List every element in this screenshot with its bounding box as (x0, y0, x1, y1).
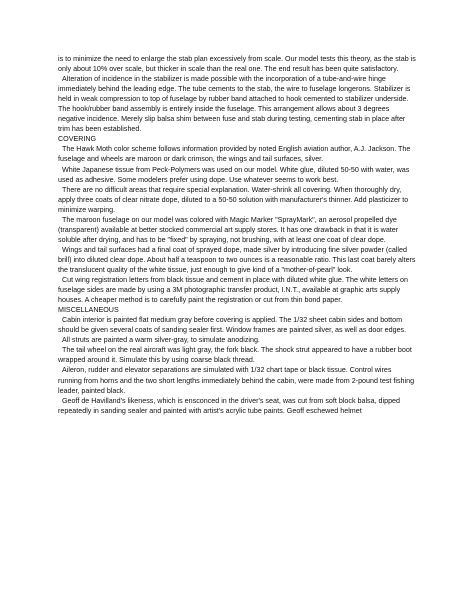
paragraph-cabin-interior: Cabin interior is painted flat medium gray before covering is applied. The 1/32 sheet cabin sides and bottom should be given several coats of sanding sealer first. Window frames are painted silver, as well as door edges. (58, 316, 407, 335)
section-heading-miscellaneous: MISCELLANEOUS (58, 306, 119, 315)
paragraph-shrink-dope: There are no difficult areas that require special explanation. Water-shrink all covering. When thoroughly dry, apply three coats of clear nitrate dope, diluted to a 50-50 solution with manufacturer's thinner. Add plasticizer to minimize warping. (58, 185, 409, 214)
paragraph-silver-dope: Wings and tail surfaces had a final coat of sprayed dope, made silver by introducing fine silver powder (called brill) into diluted clear dope. About half a teaspoon to two ounces is a reasonable ratio. This last coat barely alters the translucent quality of the white tissue, just enough to give kind of a "mother-of-pearl" look. (58, 245, 416, 274)
paragraph-control-surfaces: Aileron, rudder and elevator separations are simulated with 1/32 chart tape or black tissue. Control wires running from horns and the two short lengths immediately behind the cabin, were made from 2-pound test fishing leader, painted black. (58, 366, 415, 395)
paragraph-color-scheme: The Hawk Moth color scheme follows information provided by noted English aviation author, A.J. Jackson. The fuselage and wheels are maroon or dark crimson, the wings and tail surfaces, silver. (58, 145, 411, 164)
section-heading-covering: COVERING (58, 135, 97, 144)
paragraph-registration-letters: Cut wing registration letters from black tissue and cement in place with diluted white glue. The white letters on fuselage sides are made by using a 3M photographic transfer product, I.N.T., available at graphic arts supply houses. A cheaper method is to carefully paint the registration or cut from thin bond paper. (58, 276, 408, 305)
paragraph-maroon-fuselage: The maroon fuselage on our model was colored with Magic Marker "SprayMark", an aerosol propelled dye (transparent) available at better stocked commercial art supply stores. It has one drawback in that it is water soluble after drying, and has to be "fixed" by spraying, not brushing, with at least one coat of clear dope. (58, 215, 399, 244)
paragraph-stab-incidence: Alteration of incidence in the stabilizer is made possible with the incorporation of a tube-and-wire hinge immediately behind the leading edge. The tube cements to the stab, the wire to fuselage longerons. Stabilizer is held in weak compression to top of fuselage by rubber band attached to hook cemented to stabilizer underside. The hook/rubber band assembly is entirely inside the fuselage. This arrangement allows about 3 degrees negative incidence. Merely slip balsa shim between fuse and stab during testing, cementing stab in place after trim has been established. (58, 75, 411, 134)
document-body (58, 54, 416, 416)
paragraph-stab-intro: is to minimize the need to enlarge the stab plan excessively from scale. Our model tests this theory, as the stab is only about 10% over scale, but thicker in scale than the real one. The end result has been quite satisfactory. (58, 55, 416, 74)
paragraph-tissue: White Japanese tissue from Peck-Polymers was used on our model. White glue, diluted 50-50 with water, was used as adhesive. Some modelers prefer using dope. Use whatever seems to work best. (58, 165, 410, 184)
paragraph-pilot-figure: Geoff de Havilland's likeness, which is ensconced in the driver's seat, was cut from soft block balsa, dipped repeatedly in sanding sealer and painted with artist's acrylic tube paints. Geoff eschewed helmet (58, 396, 400, 415)
paragraph-tail-wheel: The tail wheel on the real aircraft was light gray, the fork black. The shock strut appeared to have a rubber boot wrapped around it. Simulate this by using coarse black thread. (58, 346, 412, 365)
paragraph-struts: All struts are painted a warm silver-gray, to simulate anodizing. (62, 336, 260, 345)
